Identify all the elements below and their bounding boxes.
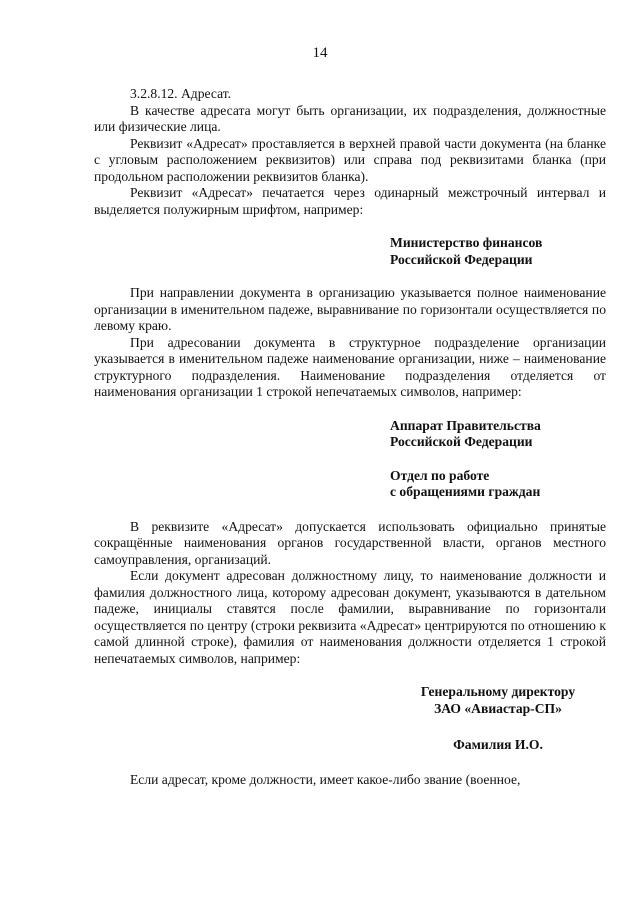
example-department-address bbox=[94, 468, 606, 501]
example-apparatus-line-2: Российской Федерации bbox=[390, 434, 533, 449]
example-director-address bbox=[408, 684, 588, 717]
paragraph-4: При направлении документа в организацию указывается полное наименование организации в именительном падеже, выравнивание по горизонтали осуществляется по левому краю. bbox=[94, 285, 606, 333]
example-apparatus-line-1: Аппарат Правительства bbox=[390, 417, 541, 433]
example-department-line-1: Отдел по работе bbox=[390, 467, 490, 483]
section-title: 3.2.8.12. Адресат. bbox=[130, 86, 232, 101]
document-content bbox=[94, 86, 606, 788]
page-number: 14 bbox=[312, 45, 328, 61]
paragraph-8: Если адресат, кроме должности, имеет какое-либо звание (военное, bbox=[130, 771, 521, 787]
example-ministry-address bbox=[94, 235, 606, 268]
paragraph-7: Если документ адресован должностному лицу, то наименование должности и фамилия должностного лица, которому адресован документ, указываются в дательном падеже, инициалы ставятся после фамилии, выравнивание по горизонтали осуществляется по центру (строки реквизита «Адресат» центрируются по отношению к самой длинной строке), фамилия от наименования должности отделяется 1 строкой непечатаемых символов, например: bbox=[94, 568, 606, 666]
paragraph-5: При адресовании документа в структурное подразделение организации указывается в именительном падеже наименование организации, ниже – наименование структурного подразделения. Наименование подразделения отделяется от наименования организации 1 строкой непечатаемых символов, например: bbox=[94, 334, 606, 399]
example-department-line-2: с обращениями граждан bbox=[390, 484, 541, 499]
paragraph-1: В качестве адресата могут быть организации, их подразделения, должностные или физические лица. bbox=[94, 102, 606, 134]
paragraph-6: В реквизите «Адресат» допускается использовать официально принятые сокращённые наименования органов государственной власти, органов местного самоуправления, организаций. bbox=[94, 518, 606, 567]
example-surname bbox=[408, 737, 588, 754]
example-surname-line-1: Фамилия И.О. bbox=[453, 737, 543, 752]
example-ministry-line-2: Российской Федерации bbox=[390, 251, 533, 267]
paragraph-3: Реквизит «Адресат» печатается через одинарный межстрочный интервал и выделяется полужирным шрифтом, например: bbox=[94, 185, 606, 217]
paragraph-2: Реквизит «Адресат» проставляется в верхней правой части документа (на бланке с угловым расположением реквизитов) или справа под реквизитами бланка (при продольном расположении реквизитов бланка). bbox=[94, 135, 606, 184]
example-ministry-line-1: Министерство финансов bbox=[390, 235, 543, 250]
example-director-line-2: ЗАО «Авиастар-СП» bbox=[434, 700, 562, 716]
example-apparatus-address bbox=[94, 418, 606, 451]
example-director-line-1: Генеральному директору bbox=[420, 684, 576, 699]
